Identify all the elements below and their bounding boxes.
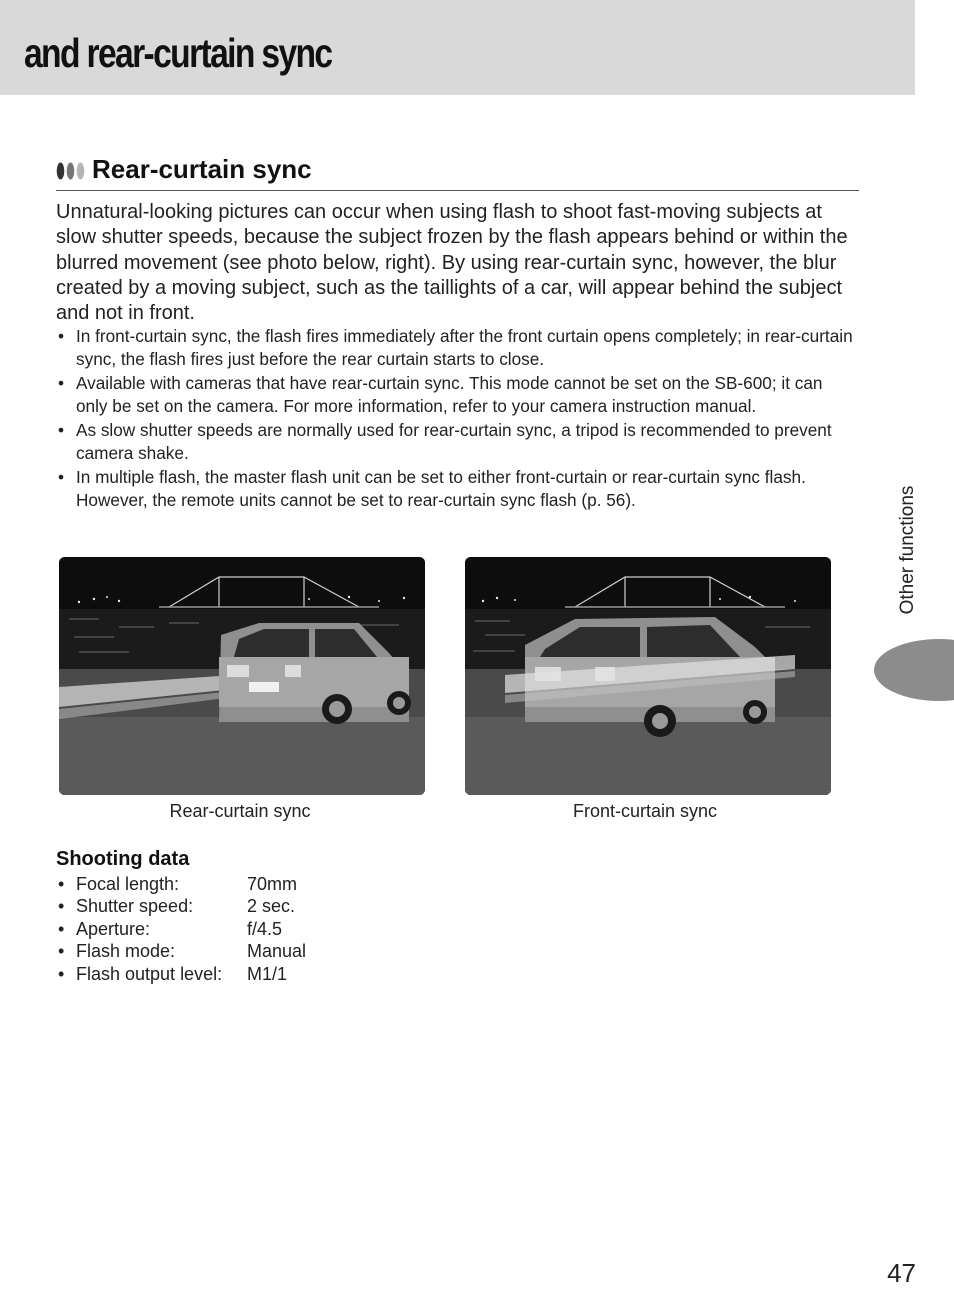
shooting-data-item <box>56 963 306 985</box>
data-value: M1/1 <box>247 963 288 984</box>
note-item: • Available with cameras that have rear-curtain sync. This mode cannot be set on the SB-600; it can only be set on the camera. For more information, refer to your camera instruction manual. <box>56 372 856 418</box>
note-item: • As slow shutter speeds are normally used for rear-curtain sync, a tripod is recommended to prevent camera shake. <box>56 419 856 465</box>
shooting-data-item <box>56 918 306 940</box>
photo-caption-front: Front-curtain sync <box>572 801 718 821</box>
notes-list <box>56 325 856 513</box>
shooting-data-heading: Shooting data <box>56 848 190 870</box>
photo-caption-rear: Rear-curtain sync <box>169 801 311 821</box>
data-value: 2 sec. <box>247 896 296 917</box>
data-label: Shutter speed: <box>76 896 194 917</box>
shooting-data-item <box>56 940 306 962</box>
section-title: Rear-curtain sync <box>92 154 312 184</box>
page-title: and rear-curtain sync <box>24 30 332 76</box>
shooting-data-item <box>56 873 306 895</box>
data-label: Aperture: <box>76 918 151 939</box>
note-item: • In front-curtain sync, the flash fires immediately after the front curtain opens completely; in rear-curtain sync, the flash fires just before the rear curtain starts to close. <box>56 325 856 371</box>
data-value: Manual <box>247 941 307 962</box>
page-number: 47 <box>887 1258 916 1288</box>
note-item: • In multiple flash, the master flash unit can be set to either front-curtain or rear-curtain sync flash. However, the remote units cannot be set to rear-curtain sync flash (p. 56). <box>56 466 856 512</box>
side-tab-label: Other functions <box>897 485 918 615</box>
shooting-data-list <box>56 873 306 985</box>
header-band <box>0 0 915 95</box>
section-heading <box>56 150 859 191</box>
front-curtain-sync-photo <box>465 557 831 795</box>
data-label: Focal length: <box>76 874 180 894</box>
data-value: f/4.5 <box>247 918 283 939</box>
section-marker-icon <box>56 162 86 180</box>
data-label: Flash mode: <box>76 941 176 962</box>
shooting-data-item <box>56 895 306 917</box>
data-value: 70mm <box>247 874 298 894</box>
side-tab-marker <box>874 639 954 701</box>
intro-paragraph: Unnatural-looking pictures can occur when using flash to shoot fast-moving subjects at slow shutter speeds, because the subject frozen by the flash appears behind or within the blurred movement (see photo below, right). By using rear-curtain sync, however, the blur created by a moving subject, such as the taillights of a car, will appear behind the subject and not in front. <box>56 201 848 325</box>
rear-curtain-sync-photo <box>59 557 425 795</box>
data-label: Flash output level: <box>76 963 223 984</box>
